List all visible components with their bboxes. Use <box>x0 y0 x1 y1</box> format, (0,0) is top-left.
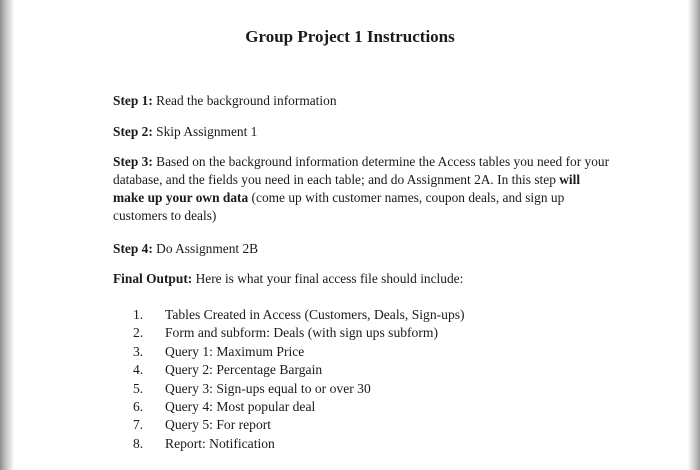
step-4-text: Do Assignment 2B <box>152 241 259 256</box>
list-item-text: Report: Notification <box>165 435 275 451</box>
list-item-number: 8. <box>133 435 144 451</box>
step-3-label: Step 3: <box>113 154 153 169</box>
list-item <box>133 398 613 416</box>
list-item-number: 7. <box>133 417 144 433</box>
list-item <box>133 361 613 379</box>
list-item <box>133 324 613 342</box>
final-output <box>113 270 613 288</box>
list-item-text: Query 2: Percentage Bargain <box>165 362 323 378</box>
list-item-text: Query 4: Most popular deal <box>165 399 316 415</box>
list-item-number: 6. <box>133 399 144 415</box>
step-3-text-after: (come up with customer names, coupon deals, and sign up customers to deals) <box>113 190 565 223</box>
list-item-number: 4. <box>133 362 144 378</box>
step-4 <box>113 240 613 258</box>
document-title: Group Project 1 Instructions <box>245 27 455 46</box>
list-item-number: 2. <box>133 325 144 341</box>
step-2-text: Skip Assignment 1 <box>152 124 258 139</box>
list-item-text: Query 1: Maximum Price <box>165 343 305 359</box>
list-item <box>133 416 613 434</box>
list-item-number: 1. <box>133 307 144 322</box>
list-item-text: Tables Created in Access (Customers, Deals, Sign-ups) <box>165 307 465 322</box>
page-shadow-right <box>688 0 700 470</box>
list-item-number: 3. <box>133 343 144 359</box>
list-item <box>133 343 613 361</box>
list-item <box>133 306 613 324</box>
list-item-text: Query 3: Sign-ups equal to or over 30 <box>165 380 371 396</box>
final-output-text: Here is what your final access file should include: <box>192 271 464 286</box>
step-1-label: Step 1: <box>113 93 153 108</box>
list-item <box>133 380 613 398</box>
list-item-text: Form and subform: Deals (with sign ups subform) <box>165 325 438 341</box>
step-4-label: Step 4: <box>113 241 153 256</box>
step-3-text-before: Based on the background information determine the Access tables you need for your database, and the fields you need in each table; and do Assignment 2A. In this step <box>113 154 610 187</box>
list-item <box>133 435 613 453</box>
page-shadow-left <box>0 0 14 470</box>
final-output-list <box>133 306 613 453</box>
step-1-text: Read the background information <box>152 93 337 108</box>
step-3-emphasis: will make up your own data <box>113 172 581 205</box>
step-1 <box>113 92 613 110</box>
step-3 <box>113 153 613 225</box>
step-2 <box>113 123 613 141</box>
list-item-text: Query 5: For report <box>165 417 272 433</box>
final-output-label: Final Output: <box>113 271 193 286</box>
list-item-number: 5. <box>133 380 144 396</box>
step-2-label: Step 2: <box>113 124 153 139</box>
